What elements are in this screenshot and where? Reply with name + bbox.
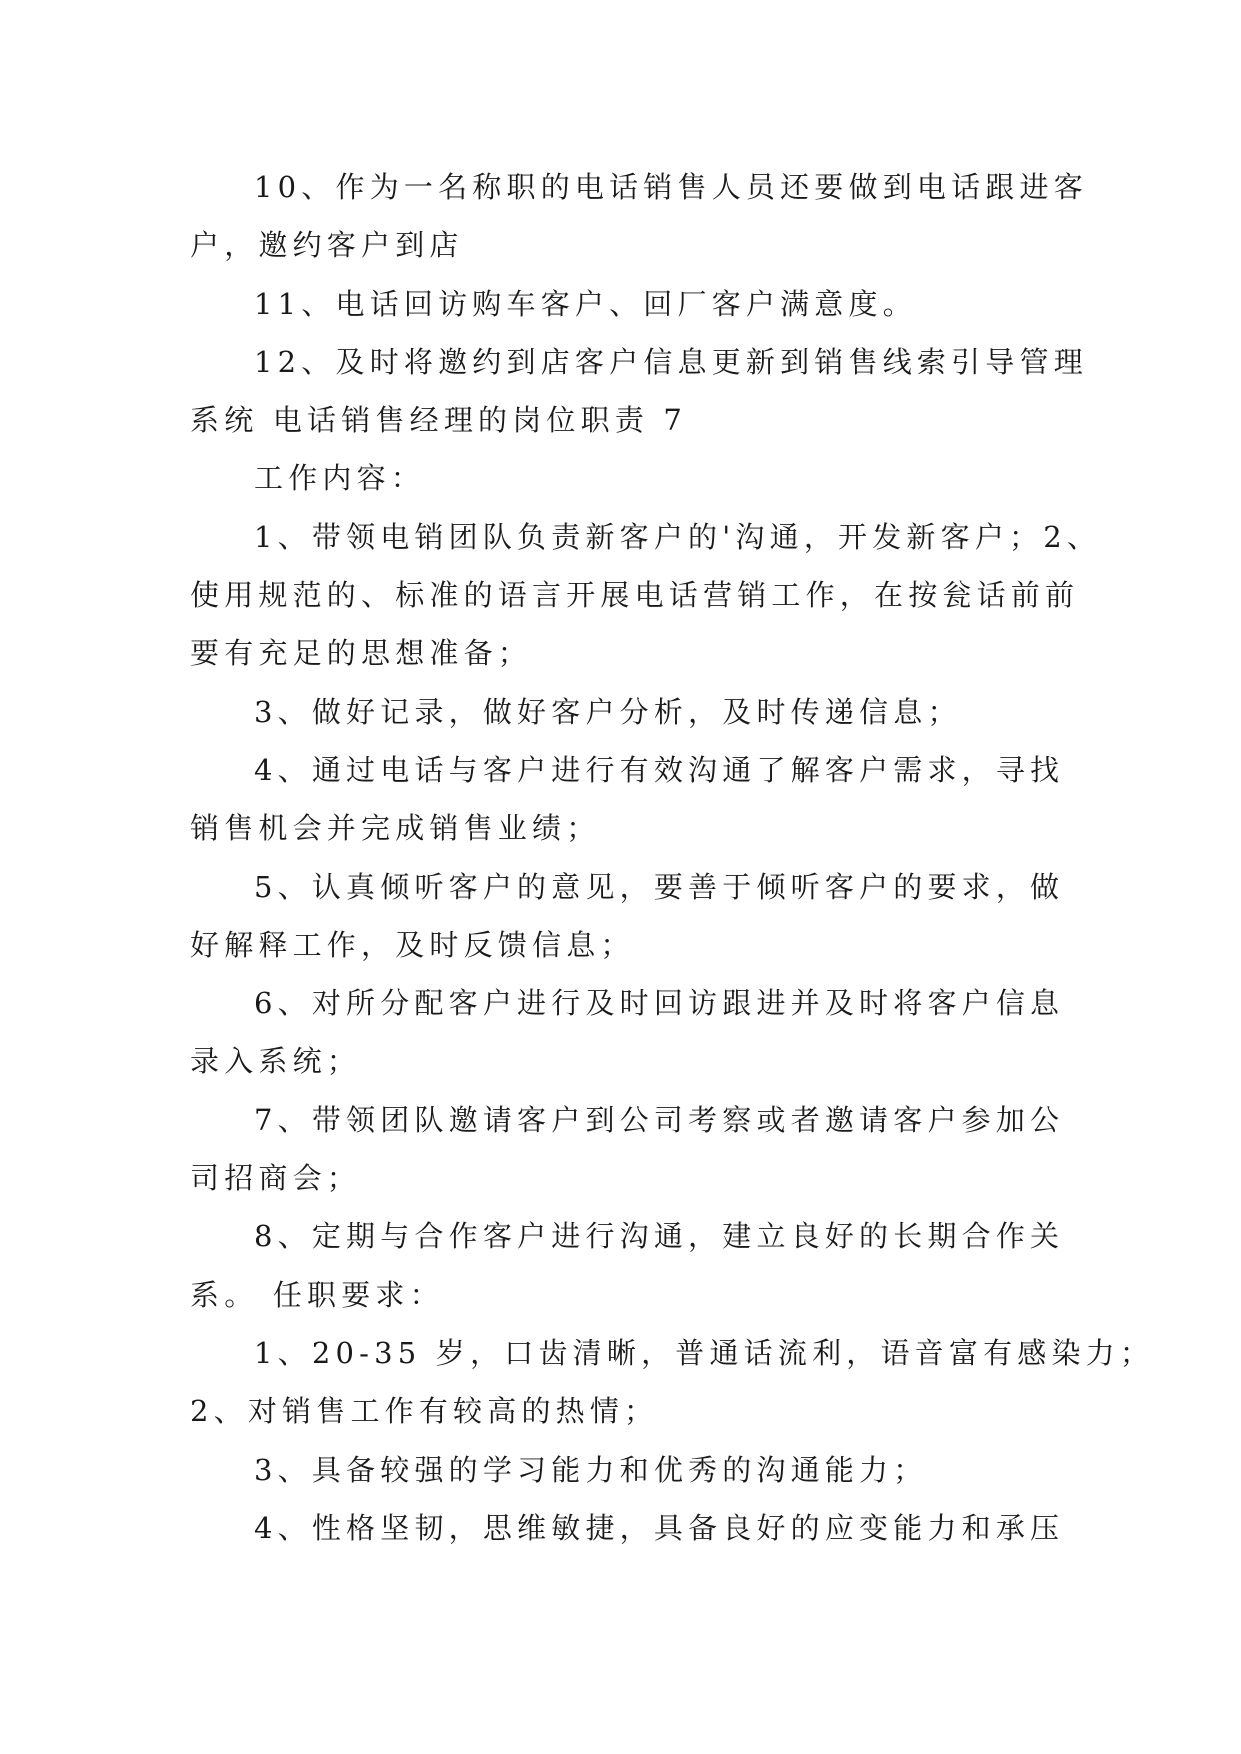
text-line: 户，邀约客户到店 bbox=[190, 228, 464, 263]
text-line: 4、性格坚韧，思维敏捷，具备良好的应变能力和承压 bbox=[254, 1510, 1065, 1545]
text-line: 5、认真倾听客户的意见，要善于倾听客户的要求，做 bbox=[254, 869, 1065, 904]
text-line: 1、带领电销团队负责新客户的'沟通，开发新客户；2、 bbox=[254, 519, 1102, 554]
document-body bbox=[190, 158, 1155, 1557]
text-line: 6、对所分配客户进行及时回访跟进并及时将客户信息 bbox=[254, 986, 1065, 1021]
text-line: 司招商会； bbox=[190, 1161, 362, 1196]
text-line: 12、及时将邀约到店客户信息更新到销售线索引导管理 bbox=[254, 344, 1088, 379]
text-line: 系统 电话销售经理的岗位职责 7 bbox=[190, 403, 688, 438]
text-line: 11、电话回访购车客户、回厂客户满意度。 bbox=[254, 286, 917, 321]
text-line: 3、做好记录，做好客户分析，及时传递信息； bbox=[254, 694, 962, 729]
text-line: 销售机会并完成销售业绩； bbox=[190, 811, 601, 846]
text-line: 7、带领团队邀请客户到公司考察或者邀请客户参加公 bbox=[254, 1102, 1065, 1137]
text-line: 系。 任职要求： bbox=[190, 1277, 444, 1312]
text-line: 3、具备较强的学习能力和优秀的沟通能力； bbox=[254, 1452, 928, 1487]
text-line: 好解释工作，及时反馈信息； bbox=[190, 927, 635, 962]
text-line: 10、作为一名称职的电话销售人员还要做到电话跟进客 bbox=[254, 170, 1088, 204]
text-line: 4、通过电话与客户进行有效沟通了解客户需求，寻找 bbox=[254, 752, 1065, 787]
text-line: 1、20-35 岁，口齿清晰，普通话流利，语音富有感染力； bbox=[254, 1335, 1155, 1370]
text-line: 要有充足的思想准备； bbox=[190, 636, 533, 671]
text-line: 2、对销售工作有较高的热情； bbox=[190, 1394, 659, 1429]
section-heading: 工作内容： bbox=[254, 461, 426, 496]
text-line: 使用规范的、标准的语言开展电话营销工作，在按瓮话前前 bbox=[190, 578, 1080, 613]
text-line: 8、定期与合作客户进行沟通，建立良好的长期合作关 bbox=[254, 1219, 1065, 1254]
text-line: 录入系统； bbox=[190, 1044, 362, 1079]
